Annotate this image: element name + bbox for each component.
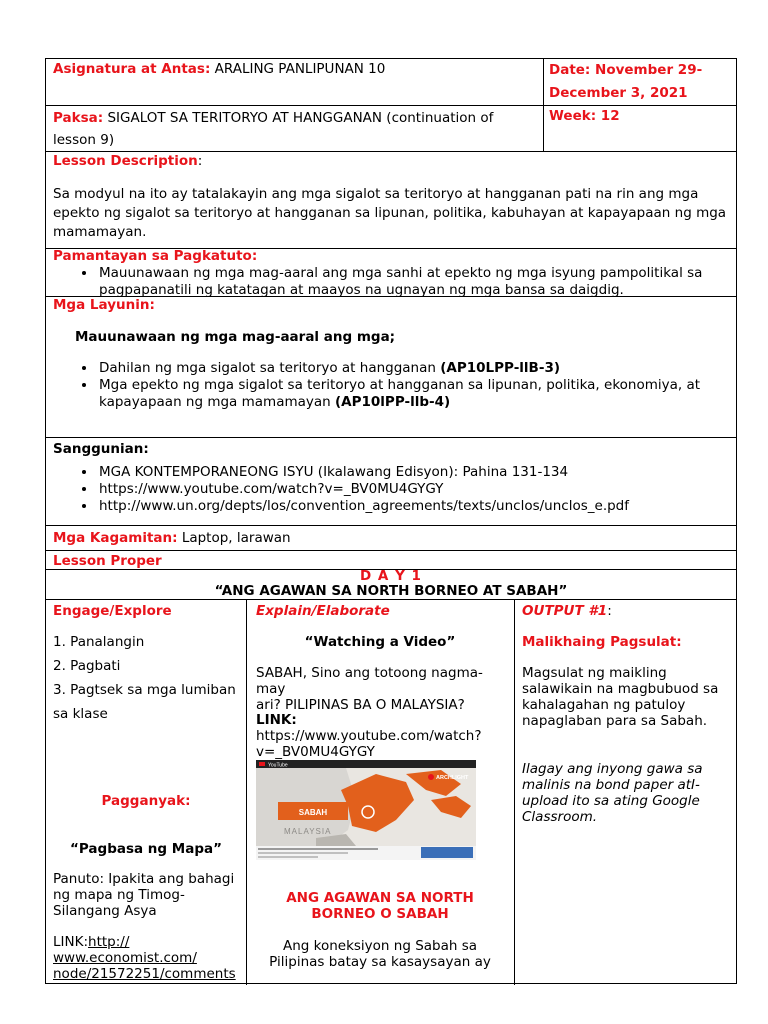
topic-value-cont: lesson 9) bbox=[53, 132, 115, 148]
panuto-line: ng mapa ng Timog- bbox=[53, 887, 185, 903]
kagamitan-value: Laptop, larawan bbox=[177, 530, 291, 546]
engage-step: 1. Panalangin bbox=[53, 634, 145, 650]
youtube-label: YouTube bbox=[268, 762, 288, 769]
date-line: Date: November 29- bbox=[549, 62, 703, 78]
col1-link[interactable] bbox=[53, 934, 245, 982]
list-item[interactable] bbox=[97, 498, 733, 515]
panuto-line: Panuto: Ipakita ang bahagi bbox=[53, 871, 235, 887]
link-label: LINK: bbox=[256, 712, 297, 728]
youtube-link[interactable]: v=_BV0MU4GYGY bbox=[256, 744, 375, 760]
list-item bbox=[97, 360, 733, 377]
objective-text: kapayapaan ng mga mamamayan bbox=[99, 394, 335, 410]
channel-logo-icon bbox=[428, 774, 434, 780]
upload-line: Ilagay ang inyong gawa sa bbox=[522, 761, 703, 777]
objective-code: (AP10lPP-llb-4) bbox=[335, 394, 451, 410]
koneksiyon-text bbox=[246, 938, 514, 970]
list-item bbox=[97, 265, 733, 299]
pamantayan-heading: Pamantayan sa Pagkatuto: bbox=[53, 248, 258, 264]
col2-link[interactable] bbox=[256, 712, 512, 760]
upload-line: Classroom. bbox=[522, 809, 598, 825]
layunin-heading: Mga Layunin: bbox=[53, 297, 155, 313]
economist-link[interactable]: http:// bbox=[88, 934, 130, 950]
pagbasa-title: “Pagbasa ng Mapa” bbox=[70, 841, 222, 857]
week-label: Week: 12 bbox=[549, 108, 620, 124]
reference-link[interactable]: http://www.un.org/depts/los/convention_agreements/texts/unclos/unclos_e.pdf bbox=[99, 498, 630, 514]
reference-text: MGA KONTEMPORANEONG ISYU (Ikalawang Edisyon): Pahina 131-134 bbox=[99, 464, 569, 480]
col-divider bbox=[514, 599, 515, 985]
output-title: OUTPUT #1 bbox=[522, 603, 608, 619]
engage-heading: Engage/Explore bbox=[53, 603, 172, 619]
date-line: December 3, 2021 bbox=[549, 85, 688, 101]
kagamitan-row bbox=[53, 529, 291, 548]
objective-text: Mga epekto ng mga sigalot sa teritoryo at hangganan sa lipunan, politika, ekonomiya, at bbox=[99, 377, 701, 393]
subject-label: Asignatura at Antas: bbox=[53, 61, 211, 77]
reference-link[interactable]: https://www.youtube.com/watch?v=_BV0MU4GYGY bbox=[99, 481, 444, 497]
engage-column bbox=[53, 602, 243, 726]
pamantayan-section bbox=[53, 248, 733, 299]
lesson-description-heading: Lesson Description bbox=[53, 153, 198, 169]
upload-line: malinis na bond paper atI- bbox=[522, 777, 700, 793]
colon: : bbox=[197, 153, 203, 169]
pagganyak-heading: Pagganyak: bbox=[101, 793, 191, 809]
col-divider bbox=[543, 59, 544, 151]
layunin-intro: Mauunawaan ng mga mag-aaral ang mga; bbox=[75, 329, 396, 345]
agawan-line: ANG AGAWAN SA NORTH bbox=[286, 890, 474, 906]
engage-step: sa klase bbox=[53, 706, 108, 722]
koneksiyon-line: Pilipinas batay sa kasaysayan ay bbox=[269, 954, 491, 970]
upload-line: upload ito sa ating Google bbox=[522, 793, 700, 809]
sanggunian-section bbox=[53, 441, 733, 515]
economist-link[interactable]: www.economist.com/ bbox=[53, 950, 197, 966]
engage-step: 3. Pagtsek sa mga lumiban bbox=[53, 682, 236, 698]
pamantayan-line: pagpapanatili ng katatagan at maayos na ugnayan ng mga bansa sa daigdig. bbox=[99, 282, 624, 298]
objective-text: Dahilan ng mga sigalot sa teritoryo at hangganan bbox=[99, 360, 441, 376]
channel-brand: ARCHLIGHT bbox=[436, 775, 469, 781]
watching-video-title: “Watching a Video” bbox=[304, 634, 456, 650]
description-line: Sa modyul na ito ay tatalakayin ang mga sigalot sa teritoryo at hangganan pati na rin ang mga bbox=[53, 186, 699, 202]
list-item[interactable] bbox=[97, 481, 733, 498]
objective-code: (AP10LPP-llB-3) bbox=[440, 360, 561, 376]
video-question bbox=[256, 665, 512, 713]
malikhaing-heading: Malikhaing Pagsulat: bbox=[522, 634, 682, 650]
youtube-link[interactable]: https://www.youtube.com/watch? bbox=[256, 728, 482, 744]
sanggunian-heading: Sanggunian: bbox=[53, 441, 149, 457]
video-thumbnail-graphic[interactable] bbox=[256, 760, 476, 860]
date-cell bbox=[549, 59, 734, 105]
agawan-line: BORNEO O SABAH bbox=[311, 906, 449, 922]
kagamitan-label: Mga Kagamitan: bbox=[53, 530, 178, 546]
col-divider bbox=[246, 599, 247, 985]
row-divider bbox=[46, 599, 736, 600]
koneksiyon-line: Ang koneksiyon ng Sabah sa bbox=[282, 938, 478, 954]
explain-heading: Explain/Elaborate bbox=[256, 603, 390, 619]
panuto-line: Silangang Asya bbox=[53, 903, 157, 919]
topic-label: Paksa: bbox=[53, 110, 104, 126]
economist-link[interactable]: node/21572251/comments bbox=[53, 966, 236, 982]
row-divider bbox=[46, 105, 736, 106]
row-divider bbox=[46, 437, 736, 438]
malaysia-map-label: MALAYSIA bbox=[284, 827, 332, 836]
row-divider bbox=[46, 525, 736, 526]
list-item bbox=[97, 377, 733, 411]
subject-row bbox=[53, 60, 538, 79]
instruction-line: napaglaban para sa Sabah. bbox=[522, 713, 708, 729]
instruction-line: kahalagahan ng patuloy bbox=[522, 697, 686, 713]
layunin-section bbox=[53, 296, 733, 411]
day-title: D A Y 1 bbox=[360, 568, 422, 584]
panuto-text bbox=[53, 871, 243, 919]
output-instructions bbox=[522, 665, 734, 729]
instruction-line: salawikain na magbubuod sa bbox=[522, 681, 719, 697]
question-line: SABAH, Sino ang totoong nagma-may bbox=[256, 665, 483, 697]
lesson-proper-heading: Lesson Proper bbox=[53, 553, 162, 569]
description-line: epekto ng sigalot sa teritoryo at hangganan sa lipunan, politika, kabuhayan at kapayapaan ng mga bbox=[53, 205, 727, 221]
colon: : bbox=[607, 603, 612, 619]
sabah-map-label: SABAH bbox=[298, 808, 328, 817]
video-screenshot[interactable] bbox=[256, 760, 476, 860]
youtube-logo-icon bbox=[259, 762, 265, 766]
pamantayan-line: Mauunawaan ng mga mag-aaral ang mga sanhi at epekto ng mga isyung pampolitikal sa bbox=[99, 265, 703, 281]
agawan-heading bbox=[246, 890, 514, 922]
row-divider bbox=[46, 550, 736, 551]
description-line: mamamayan. bbox=[53, 224, 147, 240]
upload-instructions bbox=[522, 761, 734, 825]
instruction-line: Magsulat ng maikling bbox=[522, 665, 667, 681]
question-line: ari? PILIPINAS BA O MALAYSIA? bbox=[256, 697, 465, 713]
video-sidebar-thumb bbox=[421, 847, 473, 858]
output-heading bbox=[522, 602, 612, 621]
topic-value: SIGALOT SA TERITORYO AT HANGGANAN (continuation of bbox=[103, 110, 494, 126]
topic-cell bbox=[53, 107, 538, 151]
subject-value: ARALING PANLIPUNAN 10 bbox=[210, 61, 386, 77]
lesson-description bbox=[53, 152, 733, 242]
engage-step: 2. Pagbati bbox=[53, 658, 121, 674]
list-item bbox=[97, 464, 733, 481]
link-label: LINK: bbox=[53, 934, 89, 950]
day-subtitle: “ANG AGAWAN SA NORTH BORNEO AT SABAH” bbox=[214, 583, 568, 599]
